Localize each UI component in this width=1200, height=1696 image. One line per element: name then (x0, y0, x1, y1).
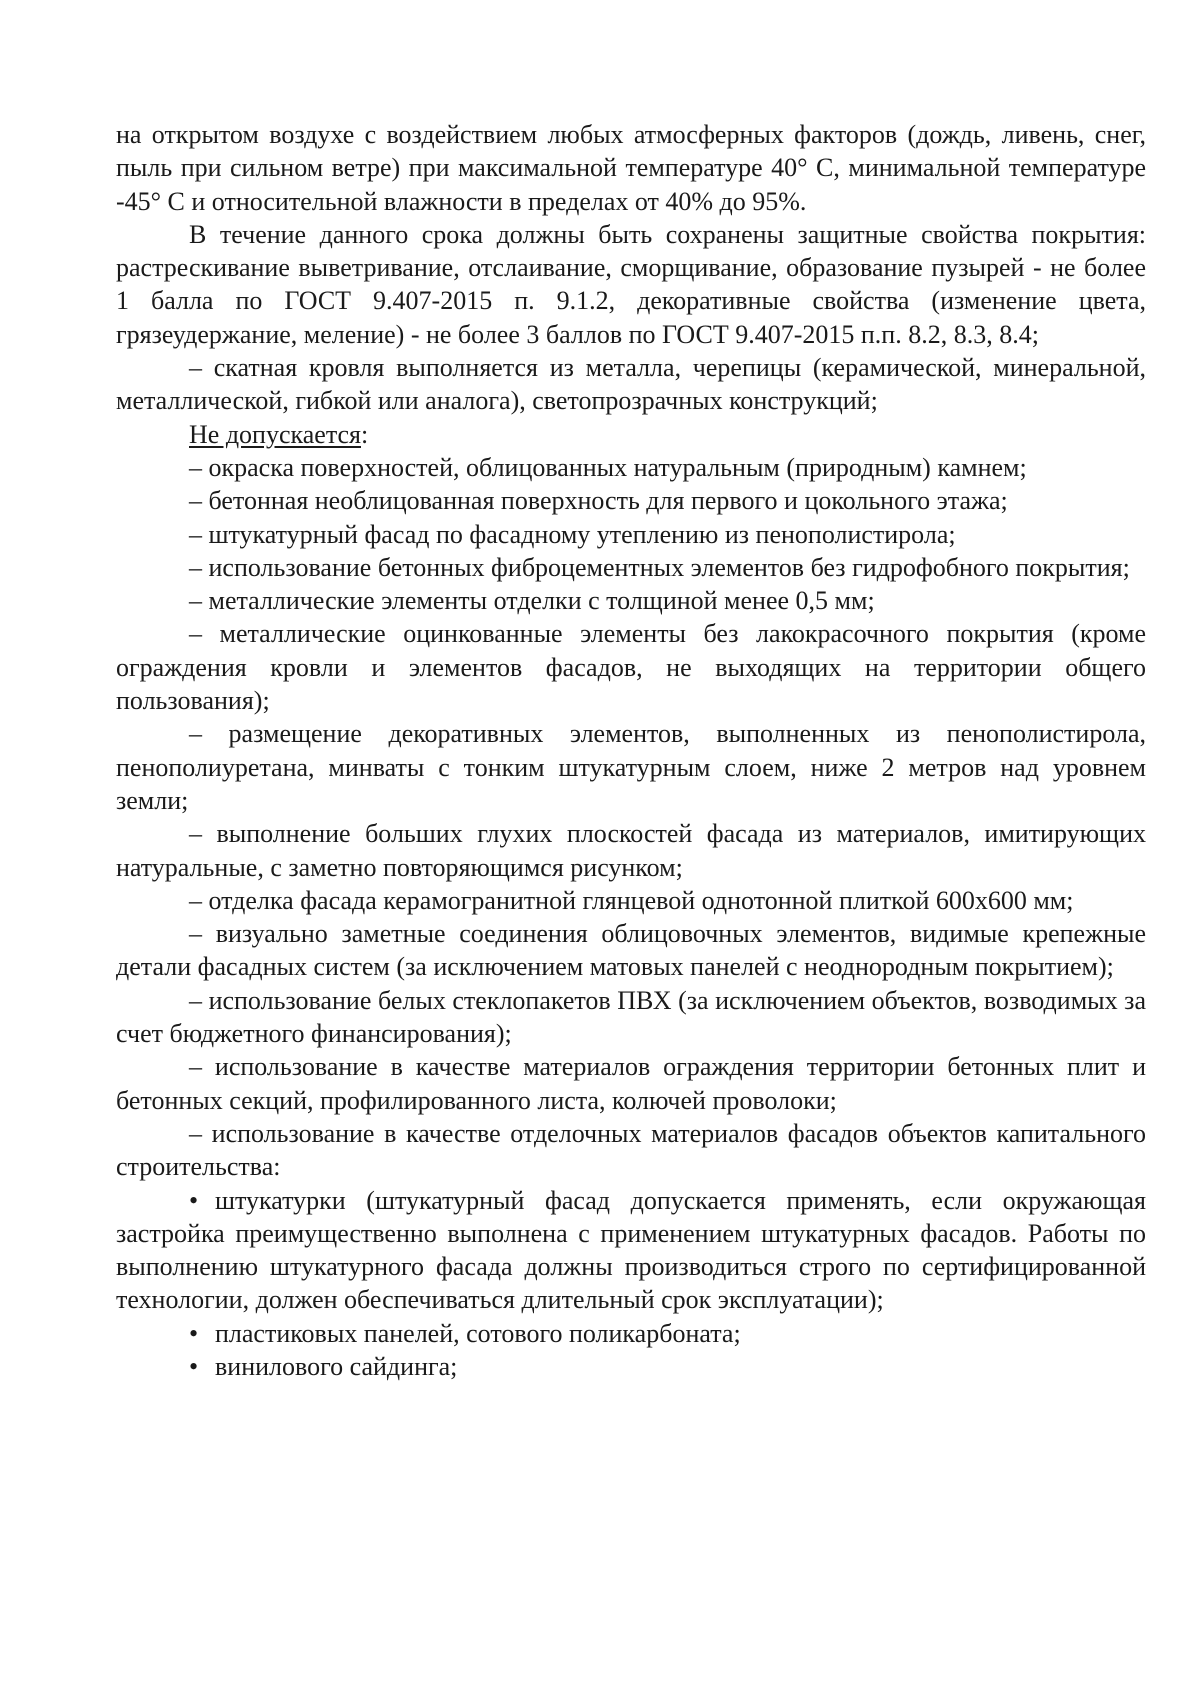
list-item: – использование в качестве отделочных материалов фасадов объектов капитального строительства: (116, 1118, 1146, 1182)
list-item: – использование в качестве материалов ограждения территории бетонных плит и бетонных секций, профилированного листа, колючей проволоки; (116, 1052, 1146, 1115)
bullet-item (116, 1350, 1146, 1383)
list-item: – размещение декоративных элементов, выполненных из пенополистирола, пенополиуретана, минваты с тонким штукатурным слоем, ниже 2 метров над уровнем земли; (116, 719, 1146, 815)
bullet-icon: • (189, 1351, 199, 1381)
bullet-text: винилового сайдинга; (215, 1351, 458, 1381)
not-allowed-heading: Не допускается (189, 419, 361, 449)
bullet-item (116, 1317, 1146, 1350)
list-item: – окраска поверхностей, облицованных натуральным (природным) камнем; (189, 452, 1027, 482)
list-item: – металлические элементы отделки с толщиной менее 0,5 мм; (189, 586, 875, 616)
not-allowed-colon: : (361, 419, 369, 449)
list-item: – бетонная необлицованная поверхность для первого и цокольного этажа; (189, 486, 1008, 516)
paragraph-pitched-roof: – скатная кровля выполняется из металла, черепицы (керамической, минеральной, металлической, гибкой или аналога), светопрозрачных конструкций; (116, 353, 1146, 416)
bullet-text: пластиковых панелей, сотового поликарбоната; (215, 1318, 741, 1348)
bullet-icon: • (189, 1318, 199, 1348)
list-item: – выполнение больших глухих плоскостей фасада из материалов, имитирующих натуральные, с заметно повторяющимся рисунком; (116, 819, 1146, 882)
list-item: – штукатурный фасад по фасадному утеплению из пенополистирола; (189, 519, 956, 549)
bullet-item (116, 1184, 1146, 1317)
list-item: – металлические оцинкованные элементы без лакокрасочного покрытия (кроме ограждения кровли и элементов фасадов, не выходящих на территории общего пользования); (116, 619, 1146, 716)
bullet-text: штукатурки (штукатурный фасад допускается применять, если окружающая застройка преимущественно выполнена с применением штукатурных фасадов. Работы по выполнению штукатурного фасада должны производиться строго по сертифицированной технологии, должен обеспечиваться длительный срок эксплуатации); (116, 1185, 1146, 1315)
bullet-icon: • (189, 1185, 199, 1215)
list-item: – отделка фасада керамогранитной глянцевой однотонной плиткой 600х600 мм; (189, 885, 1074, 915)
not-allowed-heading-line (116, 418, 1146, 451)
paragraph-weather-conditions: на открытом воздухе с воздействием любых атмосферных факторов (дождь, ливень, снег, пыль при сильном ветре) при максимальной температуре 40° С, минимальной температуре -45° С и относительной влажности в пределах от 40% до 95%. (116, 120, 1146, 216)
paragraph-coating-properties: В течение данного срока должны быть сохранены защитные свойства покрытия: растрескивание выветривание, отслаивание, сморщивание, образование пузырей - не более 1 балла по ГОСТ 9.407-2015 п. 9.1.2, декоративные свойства (изменение цвета, грязеудержание, меление) - не более 3 баллов по ГОСТ 9.407-2015 п.п. 8.2, 8.3, 8.4; (116, 219, 1146, 349)
list-item: – использование бетонных фиброцементных элементов без гидрофобного покрытия; (189, 552, 1130, 582)
list-item: – визуально заметные соединения облицовочных элементов, видимые крепежные детали фасадных систем (за исключением матовых панелей с неоднородным покрытием); (116, 919, 1146, 982)
document-body (116, 118, 1146, 1383)
list-item: – использование белых стеклопакетов ПВХ (за исключением объектов, возводимых за счет бюджетного финансирования); (116, 985, 1146, 1049)
